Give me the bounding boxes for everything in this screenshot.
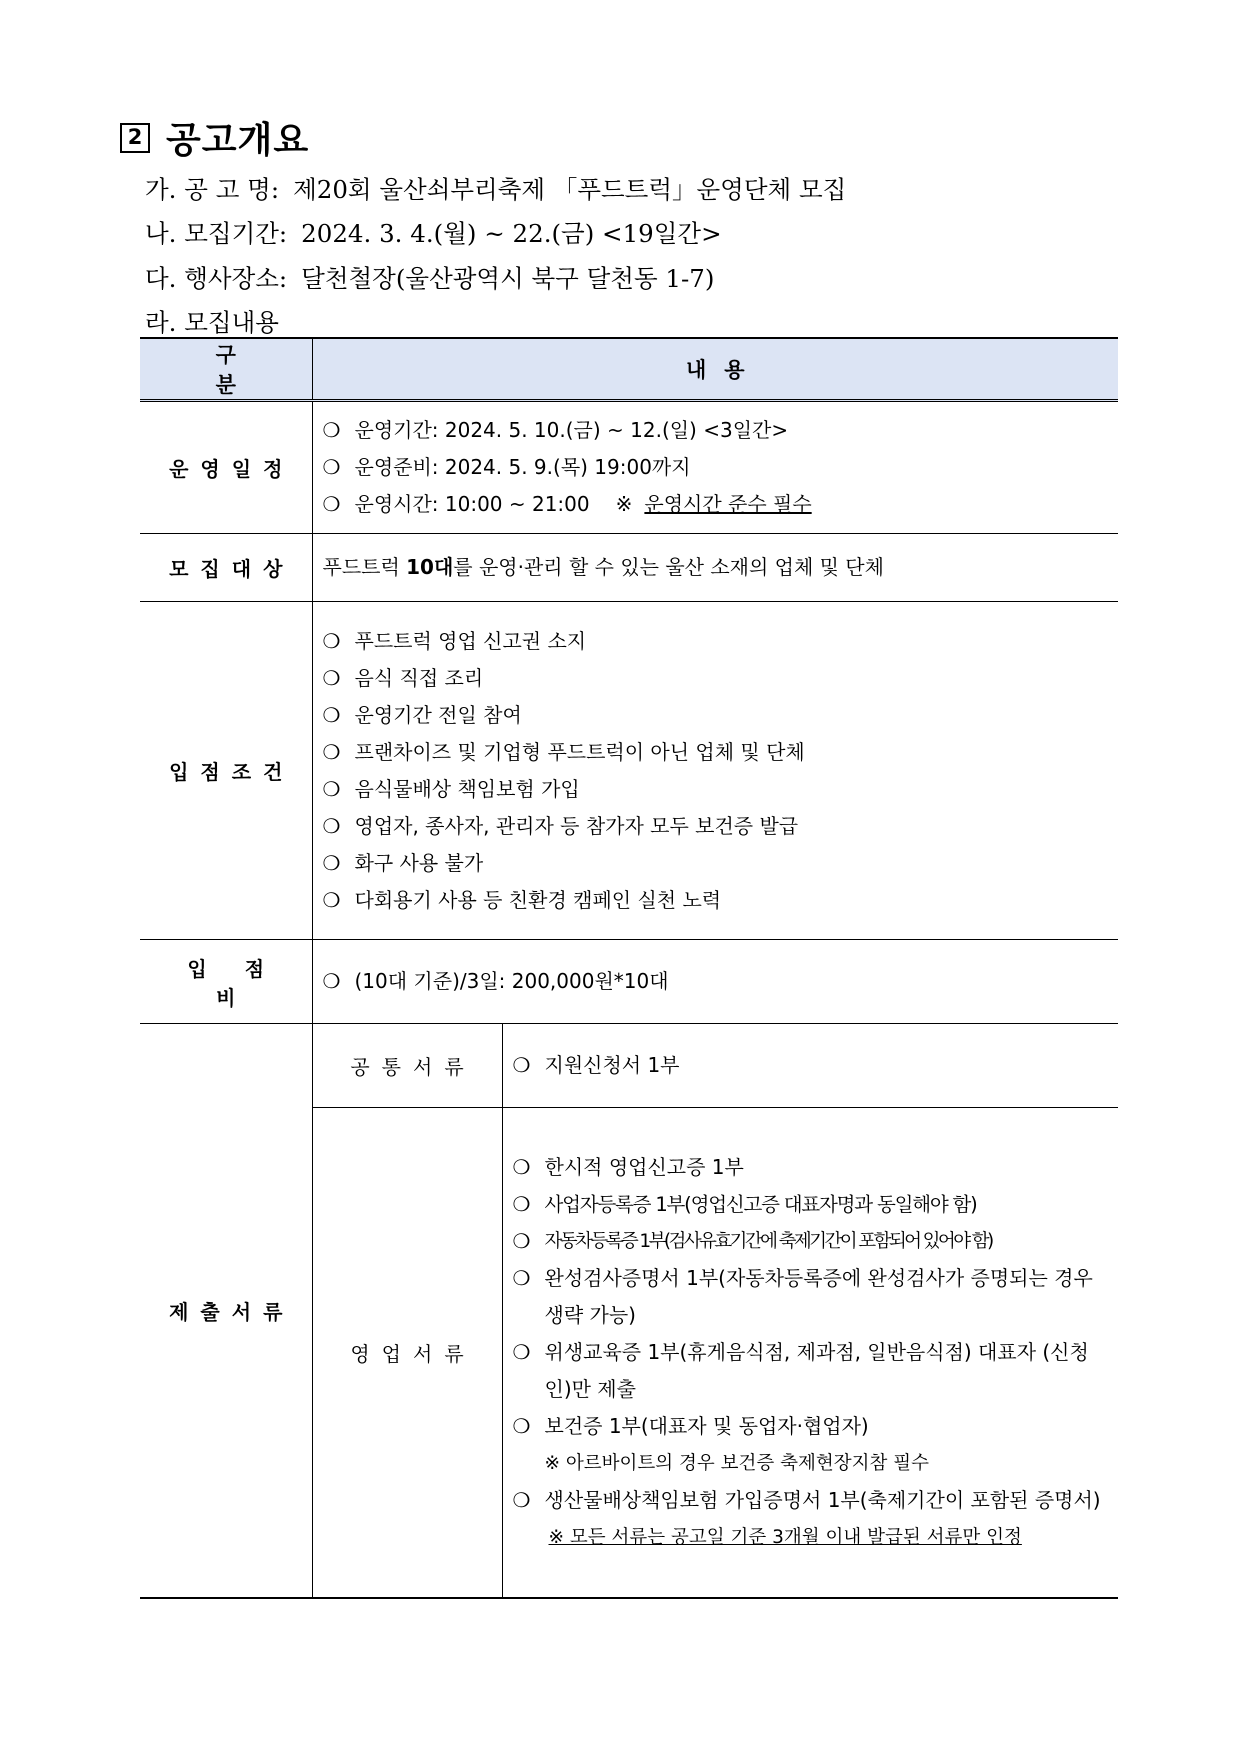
list-item: ❍ 생산물배상책임보험 가입증명서 1부(축제기간이 포함된 증명서) [513,1482,1119,1519]
overview-label: 다. 행사장소: [145,263,288,293]
list-item: ❍ 지원신청서 1부 [513,1047,1119,1084]
overview-label: 라. 모집내용 [145,308,279,338]
schedule-content [312,401,1118,534]
bullet-icon: ❍ [322,887,341,912]
overview-value: 달천철장(울산광역시 북구 달천동 1-7) [301,263,715,293]
conditions-content [312,602,1118,940]
bullet-icon: ❍ [322,776,341,801]
list-item: ❍ 위생교육증 1부(휴게음식점, 제과점, 일반음식점) 대표자 (신청인)만 제출 [513,1334,1119,1408]
row-label-conditions: 입점조건 [140,602,312,940]
list-item: ❍ 다회용기 사용 등 친환경 캠페인 실천 노력 [323,882,1119,919]
header-content: 내용 [312,338,1118,401]
bullet-icon: ❍ [322,628,341,653]
note-mark: ※ [615,492,633,516]
bullet-icon: ❍ [322,455,341,479]
bullet-icon: ❍ [512,1053,531,1077]
list-item: ❍ 음식 직접 조리 [323,660,1119,697]
list-item: ❍ 보건증 1부(대표자 및 동업자·협업자) [513,1408,1119,1445]
list-item: ❍ 운영시간: 10:00 ~ 21:00 ※ 운영시간 준수 필수 [323,486,1119,523]
bullet-icon: ❍ [322,969,341,993]
list-item: ❍ 운영준비: 2024. 5. 9.(목) 19:00까지 [323,449,1119,486]
list-item: ❍ 음식물배상 책임보험 가입 [323,771,1119,808]
list-item: ❍ 영업자, 종사자, 관리자 등 참가자 모두 보건증 발급 [323,808,1119,845]
overview-value: 제20회 울산쇠부리축제 「푸드트럭」운영단체 모집 [293,174,847,204]
overview-value: 2024. 3. 4.(월) ~ 22.(금) <19일간> [301,219,722,249]
business-docs-content [502,1108,1118,1598]
bullet-icon: ❍ [322,492,341,516]
overview-row-title [145,166,846,211]
list-item: ❍ 화구 사용 불가 [323,845,1119,882]
row-label-documents: 제출서류 [140,1024,312,1598]
bullet-icon: ❍ [322,702,341,727]
overview-row-period [145,211,846,256]
common-docs-content [502,1024,1118,1108]
health-cert-note: ※ 아르바이트의 경우 보건증 축제현장지참 필수 [544,1452,929,1474]
hours-note: 운영시간 준수 필수 [644,492,812,516]
bullet-icon: ❍ [322,739,341,764]
bullet-icon: ❍ [322,850,341,875]
list-item: ❍ 한시적 영업신고증 1부 [513,1149,1119,1186]
bullet-icon: ❍ [512,1339,531,1364]
bullet-icon: ❍ [512,1154,531,1179]
list-item: ❍ 자동차등록증 1부(검사유효기간에 축제기간이 포함되어 있어야 함) [513,1223,1119,1260]
truck-count: 10대 [406,555,454,579]
bullet-icon: ❍ [512,1265,531,1290]
list-item: ❍ 사업자등록증 1부(영업신고증 대표자명과 동일해야 함) [513,1186,1119,1223]
overview-label: 나. 모집기간: [145,219,288,249]
header-category: 구분 [140,338,312,401]
row-label-fee: 입점비 [140,940,312,1024]
section-title: 공고개요 [166,120,310,161]
list-item: ❍ 프랜차이즈 및 기업형 푸드트럭이 아닌 업체 및 단체 [323,734,1119,771]
bullet-icon: ❍ [512,1191,531,1216]
recruitment-table [140,337,1118,1599]
list-item: ❍ 완성검사증명서 1부(자동차등록증에 완성검사가 증명되는 경우 생략 가능) [513,1260,1119,1334]
overview-row-venue [145,255,846,300]
overview-label: 가. 공 고 명: [145,174,280,204]
list-item: ❍ (10대 기준)/3일: 200,000원*10대 [323,963,1119,1000]
target-content: 푸드트럭 10대를 운영·관리 할 수 있는 울산 소재의 업체 및 단체 [312,534,1118,602]
bullet-icon: ❍ [322,418,341,442]
fee-content [312,940,1118,1024]
bullet-icon: ❍ [512,1228,531,1253]
section-heading [120,112,309,163]
list-item: ❍ 운영기간: 2024. 5. 10.(금) ~ 12.(일) <3일간> [323,412,1119,449]
document-validity-note: ※ 모든 서류는 공고일 기준 3개월 이내 발급된 서류만 인정 [548,1526,1022,1548]
sublabel-business: 영업서류 [312,1108,502,1598]
sublabel-common: 공통서류 [312,1024,502,1108]
overview-list [145,166,846,344]
bullet-icon: ❍ [322,813,341,838]
list-item: ❍ 운영기간 전일 참여 [323,697,1119,734]
section-number-box: 2 [120,123,150,153]
bullet-icon: ❍ [512,1413,531,1438]
row-label-target: 모집대상 [140,534,312,602]
bullet-icon: ❍ [512,1487,531,1512]
row-label-schedule: 운영일정 [140,401,312,534]
bullet-icon: ❍ [322,665,341,690]
list-item: ❍ 푸드트럭 영업 신고권 소지 [323,623,1119,660]
